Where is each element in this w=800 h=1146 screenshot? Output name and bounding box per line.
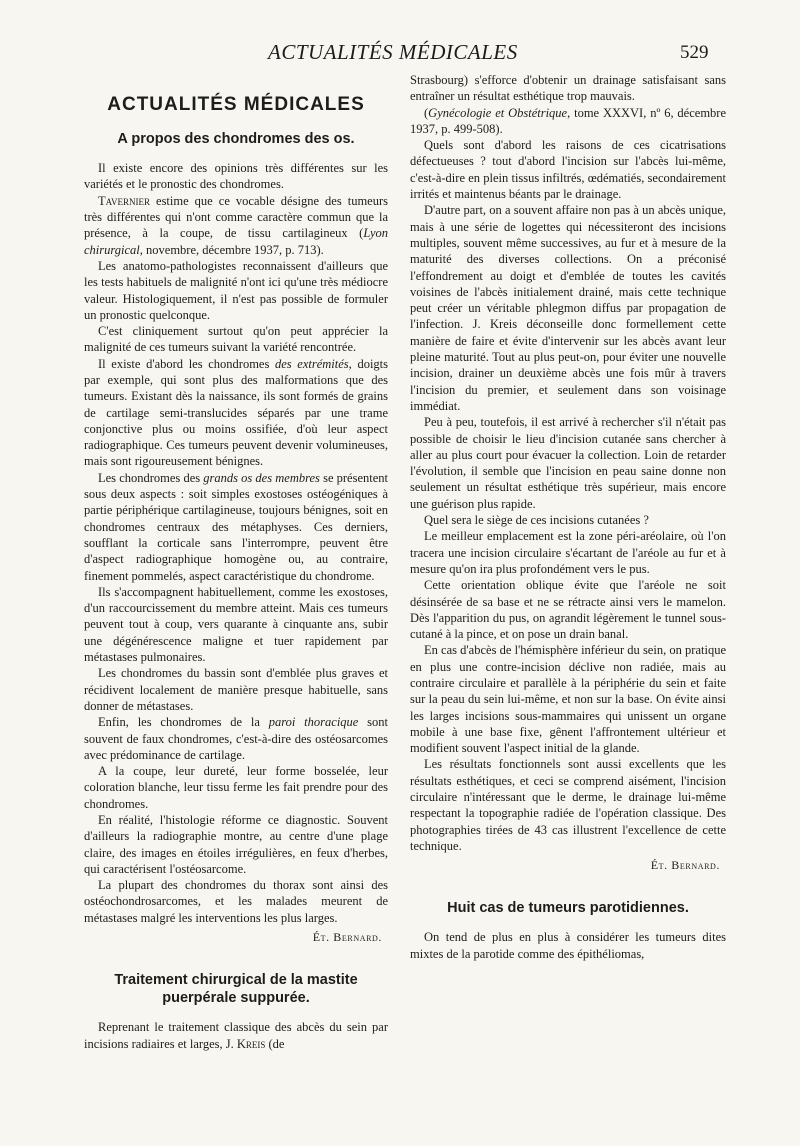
paragraph: Enfin, les chondromes de la paroi thoracique sont souvent de faux chondromes, c'est-à-dire des ostéosarcomes avec prédominance de cartilage.: [84, 715, 388, 762]
journal-name: Gynécologie et Obstétrique: [428, 105, 568, 120]
author-name: Tavernier: [98, 193, 150, 208]
running-header: [0, 40, 800, 74]
paragraph: Les chondromes du bassin sont d'emblée plus graves et récidivent localement de manière presque habituelle, sans donner de métastases.: [84, 666, 388, 713]
paragraph: Les chondromes des grands os des membres se présentent sous deux aspects : soit simples exostoses ostéogéniques à partie périphérique cartilagineuse, toujours bénignes, soit en chondromes centraux des métaphyses. Ces derniers, soufflant la corticale sans l'interrompre, peuvent être d'aspect radiographique homogène ou, au contraire, finement pommelés, aspect caractéristique du chondrome.: [84, 470, 388, 583]
paragraph: Strasbourg) s'efforce d'obtenir un drainage satisfaisant sans entraîner un résultat esthétique trop mauvais.: [410, 73, 726, 104]
section-rubric: ACTUALITÉS MÉDICALES: [107, 94, 365, 115]
paragraph: Les résultats fonctionnels sont aussi excellents que les résultats esthétiques, et ceci se comprend aisément, l'incision circulaire n'intéressant que le derme, le drainage lui-même respectant la topographie radiée de l'opération classique. Des photographies tirées de 43 cas illustrent l'excellence de cette technique.: [410, 757, 726, 853]
paragraph: C'est cliniquement surtout qu'on peut apprécier la malignité de ces tumeurs suivant la variété rencontrée.: [84, 324, 388, 355]
paragraph: En réalité, l'histologie réforme ce diagnostic. Souvent d'ailleurs la radiographie montre, au centre d'une plage claire, des images en étoiles irrégulières, en feux d'herbes, qui caractérisent l'ostéosarcome.: [84, 813, 388, 876]
paragraph: Cette orientation oblique évite que l'aréole ne soit désinsérée de sa base et ne se rétracte ainsi vers le mamelon. Dès l'apparition du pus, on agrandit légèrement le tunnel sous-cutané à la pince, et on pose un drain banal.: [410, 578, 726, 642]
paragraph: A la coupe, leur dureté, leur forme bosselée, leur coloration blanche, leur tissu ferme les fait prendre pour des chondromes.: [84, 764, 388, 811]
right-column: [410, 72, 726, 1126]
signature: Ét. Bernard.: [650, 858, 720, 873]
paragraph: Ils s'accompagnent habituellement, comme les exostoses, d'un raccourcissement du membre atteint. Mais ces tumeurs peuvent tout à coup, vers quarante à cinquante ans, subir une dégénérescence maligne et tuer rapidement par métastases pulmonaires.: [84, 584, 388, 665]
paragraph: En cas d'abcès de l'hémisphère inférieur du sein, on pratique en plus une contre-incision déclive non radiée, mais au contraire circulaire et parallèle à la périphérie du sein et faite sur la peau du sein lui-même, et non sur la base. On évite ainsi les larges incisions sous-mammaires qui unissent un organe mobile à une base fixe, gênent l'affrontement ultérieur et modifient souvent l'aspect initial de la glande.: [410, 643, 726, 756]
paragraph: Quels sont d'abord les raisons de ces cicatrisations défectueuses ? tout d'abord l'incision sur l'abcès lui-même, c'est-à-dire en plein tissus infiltrés, œdématiés, secondairement irrités et maintenus béants par le drainage.: [410, 138, 726, 202]
paragraph: Tavernier estime que ce vocable désigne des tumeurs très différentes qui n'ont comme caractère commun que la présence, à la coupe, de tissu cartilagineux (Lyon chirurgical, novembre, décembre 1937, p. 713).: [84, 193, 388, 257]
paragraph: Quel sera le siège de ces incisions cutanées ?: [424, 513, 649, 528]
article-title-parotidiennes: Huit cas de tumeurs parotidiennes.: [447, 900, 689, 917]
paragraph: Le meilleur emplacement est la zone péri-aréolaire, où l'on tracera une incision circulaire s'écartant de l'aréole au fur et à mesure qu'on ira plus profondément vers le pus.: [410, 529, 726, 576]
paragraph: On tend de plus en plus à considérer les tumeurs dites mixtes de la parotide comme des épithéliomas,: [410, 930, 726, 961]
article-title-chondromes: A propos des chondromes des os.: [117, 131, 355, 147]
left-column: [84, 72, 388, 1126]
paragraph: Reprenant le traitement classique des abcès du sein par incisions radiaires et larges, J. Kreis (de: [84, 1020, 388, 1051]
paragraph: (Gynécologie et Obstétrique, tome XXXVI, nº 6, décembre 1937, p. 499-508).: [410, 105, 726, 136]
paragraph: La plupart des chondromes du thorax sont ainsi des ostéochondrosarcomes, et les malades meurent de métastases malgré les interventions les plus larges.: [84, 878, 388, 925]
paragraph: Il existe encore des opinions très différentes sur les variétés et le pronostic des chondromes.: [84, 161, 388, 192]
running-title: ACTUALITÉS MÉDICALES: [268, 40, 518, 64]
journal-name: Lyon chirurgical: [84, 226, 388, 257]
author-name: Kreis: [236, 1036, 266, 1051]
page-number: 529: [680, 42, 709, 63]
paragraph: Il existe d'abord les chondromes des extrémités, doigts par exemple, qui sont plus des malformations que des tumeurs. Existant dès la naissance, ils sont formés de grains de cartilage semi-translucides séparés par une trame conjonctive plus ou moins ossifiée, d'où leur aspect radiographique. Ces tumeurs peuvent devenir volumineuses, mais sont rigoureusement bénignes.: [84, 356, 388, 469]
paragraph: Peu à peu, toutefois, il est arrivé à rechercher s'il n'était pas possible de choisir le lieu d'incision cutanée sans chercher à aller au plus court pour évacuer la collection. Loin de retarder l'évolution, il semble que l'incision en peau saine donne non seulement un résultat esthétique très supérieur, mais encore une guérison plus rapide.: [410, 415, 726, 511]
signature: Ét. Bernard.: [312, 930, 382, 945]
paragraph: D'autre part, on a souvent affaire non pas à un abcès unique, mais à une série de logettes qui nécessiteront des incisions multiples, souvent même successives, au fur et à mesure de la maturité des diverses collections. On a préconisé l'effondrement au doigt et d'emblée de toutes les cavités voisines de l'abcès initialement drainé, mais cette technique peut créer un véritable phlegmon diffus par propagation de l'infection. J. Kreis déconseille donc formellement cette manière de faire et évite d'intervenir sur les abcès avant leur pleine maturité. Tout au plus peut-on, pour éviter une nouvelle incision, drainer un deuxième abcès une fois mûr à travers l'incision du premier, et seulement dans son voisinage immédiat.: [410, 203, 726, 413]
paragraph: Les anatomo-pathologistes reconnaissent d'ailleurs que les tests habituels de malignité n'ont ici qu'une très médiocre valeur. Histologiquement, il n'est pas possible de formuler un pronostic quelconque.: [84, 258, 388, 322]
article-title-mastite: Traitement chirurgical de la mastite puerpérale suppurée.: [114, 972, 358, 1007]
